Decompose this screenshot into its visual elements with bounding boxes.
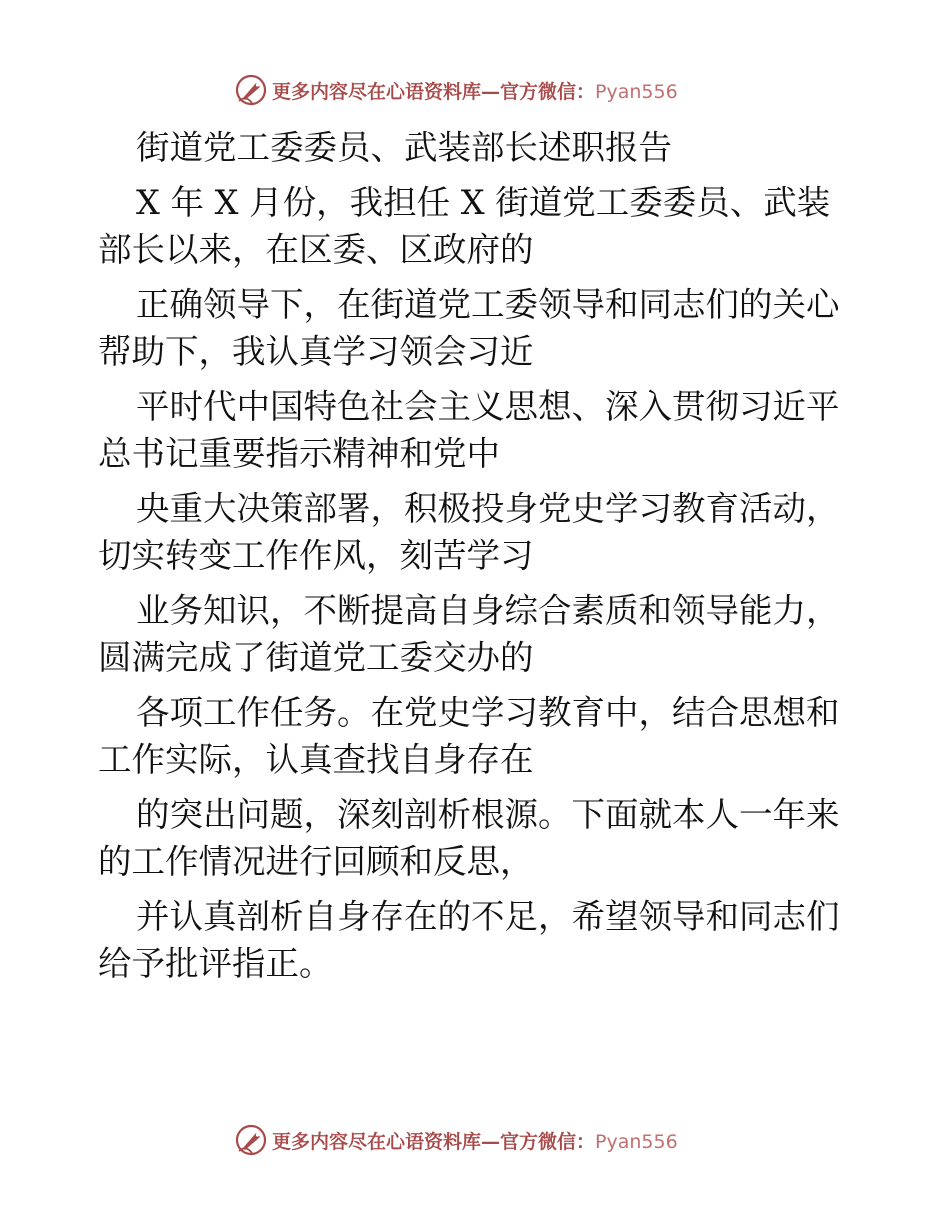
body-line: 工作实际，认真查找自身存在 [98,740,534,779]
document-title: 街道党工委委员、武装部长述职报告 [136,128,672,167]
pen-nib-logo-icon [234,73,268,107]
body-line: 切实转变工作作风，刻苦学习 [98,536,534,575]
document-body [98,124,858,987]
body-line: 圆满完成了街道党工委交办的 [98,638,534,677]
pen-nib-logo-icon [234,1123,268,1157]
banner-separator: — [481,80,501,103]
body-line: 业务知识，不断提高自身综合素质和领导能力， [136,591,840,630]
body-line: X 年 X 月份，我担任 X 街道党工委委员、武装 [136,183,831,222]
banner-wechat-id: Pyan556 [595,80,678,103]
body-line: 平时代中国特色社会主义思想、深入贯彻习近平 [136,387,840,426]
body-line: 并认真剖析自身存在的不足，希望领导和同志们 [136,897,840,936]
body-line: 总书记重要指示精神和党中 [98,434,500,473]
banner-wechat-id: Pyan556 [595,1130,678,1153]
footer-banner [234,1122,678,1158]
body-line: 央重大决策部署，积极投身党史学习教育活动， [136,489,840,528]
body-line: 的工作情况进行回顾和反思， [98,842,534,881]
body-line: 各项工作任务。在党史学习教育中，结合思想和 [136,693,840,732]
body-line: 部长以来，在区委、区政府的 [98,230,534,269]
banner-wechat-label: 官方微信： [500,80,596,103]
banner-site-text: 更多内容尽在心语资料库 [272,1130,482,1153]
header-banner [234,72,678,108]
body-line: 的突出问题，深刻剖析根源。下面就本人一年来 [136,795,840,834]
body-line: 帮助下，我认真学习领会习近 [98,332,534,371]
banner-separator: — [481,1130,501,1153]
body-line: 给予批评指正。 [98,944,333,983]
banner-text [272,77,678,104]
body-line: 正确领导下，在街道党工委领导和同志们的关心 [136,285,840,324]
banner-site-text: 更多内容尽在心语资料库 [272,80,482,103]
banner-text [272,1127,678,1154]
banner-wechat-label: 官方微信： [500,1130,596,1153]
